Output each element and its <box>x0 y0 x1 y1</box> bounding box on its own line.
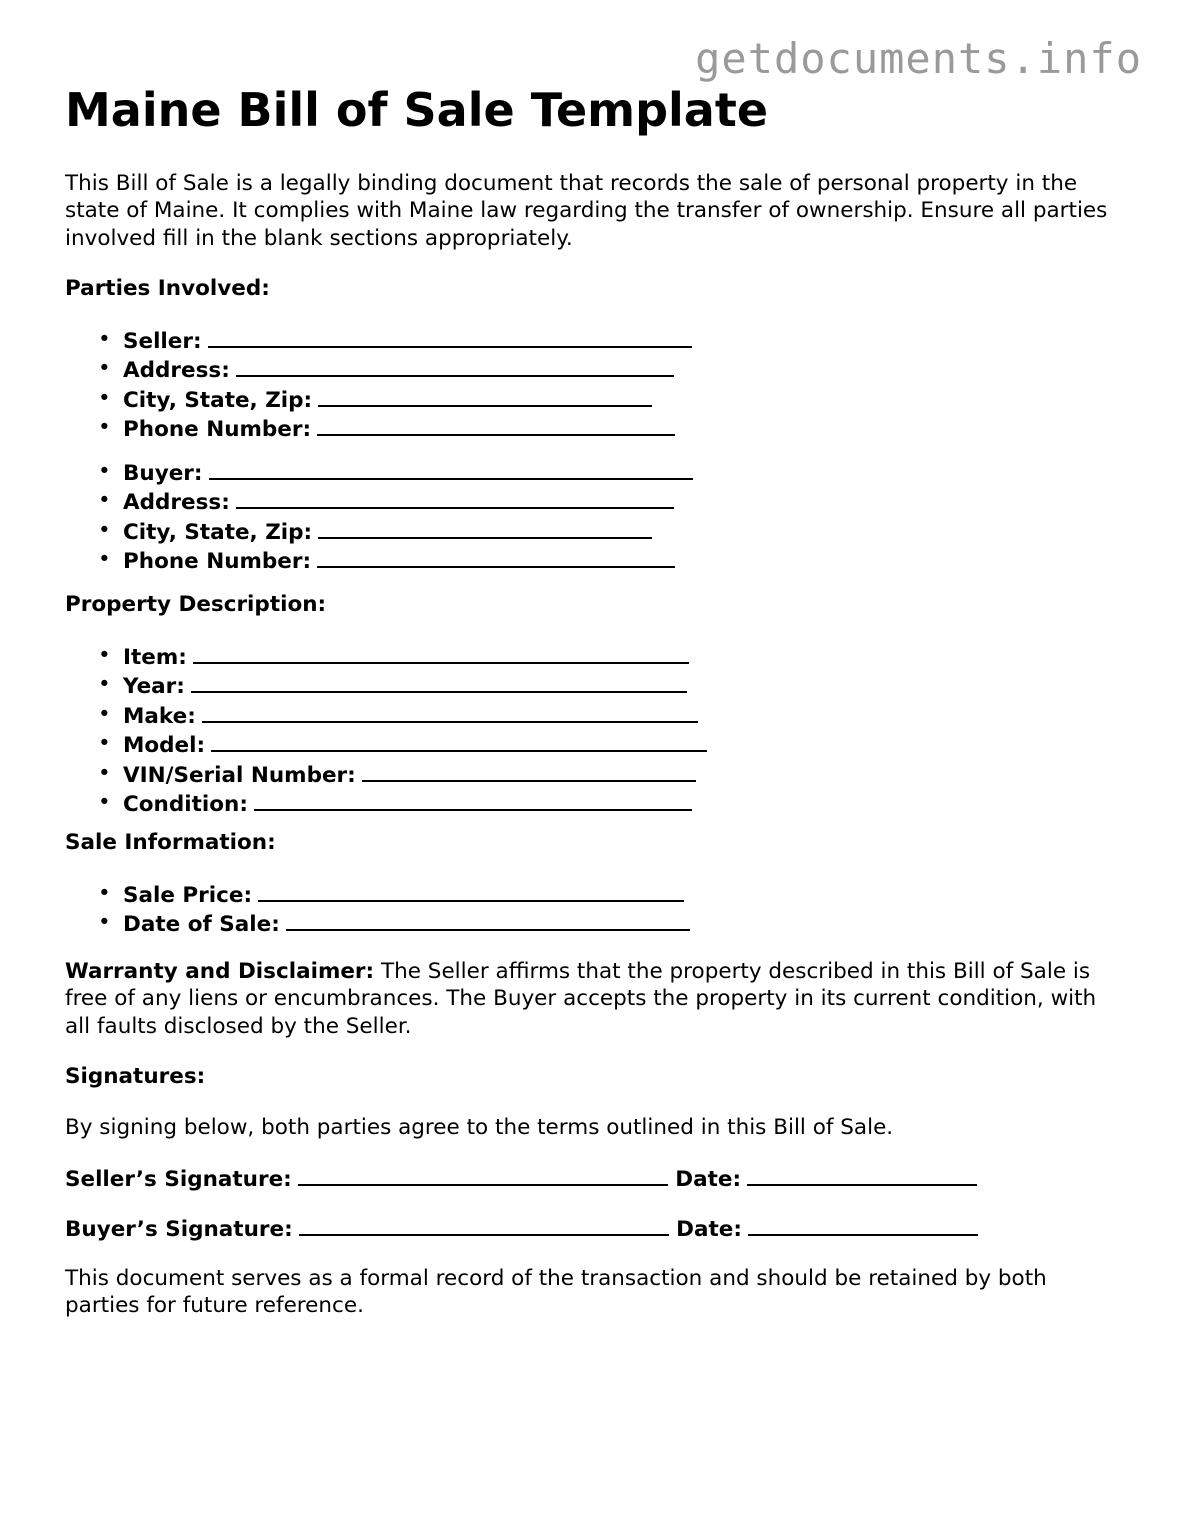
signatures-section <box>65 1063 1125 1090</box>
field-label: City, State, Zip: <box>123 387 313 413</box>
warranty-label: Warranty and Disclaimer: <box>65 959 375 984</box>
parties-section <box>65 275 1125 302</box>
vin-field: • VIN/Serial Number: <box>65 760 1125 789</box>
date-of-sale-blank[interactable] <box>286 909 690 931</box>
warranty-paragraph <box>65 958 1125 1040</box>
model-blank[interactable] <box>211 730 707 752</box>
agreement-section <box>65 1114 1125 1141</box>
field-label: Year: <box>123 674 185 700</box>
seller-date-blank[interactable] <box>747 1164 977 1186</box>
model-field: • Model: <box>65 730 1125 759</box>
field-label: Item: <box>123 645 187 670</box>
buyer-phone-field: • Phone Number: <box>65 546 1125 575</box>
buyer-fields <box>65 458 1125 576</box>
item-field: • Item: <box>65 642 1125 671</box>
year-blank[interactable] <box>191 671 687 693</box>
property-heading: Property Description: <box>65 592 327 617</box>
intro-paragraph: This Bill of Sale is a legally binding document that records the sale of personal property in the state of Maine. It complies with Maine law regarding the transfer of ownership. Ensure all parties involved fill in the blank sections appropriately. <box>65 171 1108 251</box>
buyer-phone-blank[interactable] <box>317 546 675 568</box>
buyer-field: • Buyer: <box>65 458 1125 487</box>
intro-section <box>65 170 1125 252</box>
field-label: Make: <box>123 703 196 729</box>
seller-address-field: • Address: <box>65 355 1125 384</box>
make-blank[interactable] <box>202 701 698 723</box>
agreement-text: By signing below, both parties agree to the terms outlined in this Bill of Sale. <box>65 1115 894 1140</box>
seller-date-label: Date: <box>675 1167 742 1192</box>
year-field: • Year: <box>65 671 1125 700</box>
field-label: Sale Price: <box>123 883 253 908</box>
buyer-city-blank[interactable] <box>318 517 652 539</box>
watermark: getdocuments.info <box>695 34 1142 83</box>
buyer-blank[interactable] <box>209 458 693 480</box>
seller-signature-label: Seller’s Signature: <box>65 1167 292 1192</box>
signatures-heading: Signatures: <box>65 1064 206 1089</box>
seller-address-blank[interactable] <box>236 355 674 377</box>
field-label: Condition: <box>123 792 248 818</box>
warranty-section <box>65 958 1125 1040</box>
property-section <box>65 591 1125 618</box>
buyer-signature-blank[interactable] <box>299 1214 669 1236</box>
field-label: Buyer: <box>123 461 203 486</box>
warranty-text: The Seller affirms that the property described in this Bill of Sale is free of any liens or encumbrances. The Buyer accepts the property in its current condition, with all faults disclosed by the Seller. <box>65 959 1097 1039</box>
item-blank[interactable] <box>193 642 689 664</box>
field-label: Seller: <box>123 329 202 354</box>
property-fields <box>65 642 1125 818</box>
date-of-sale-field: • Date of Sale: <box>65 909 1125 938</box>
seller-signature-row <box>65 1164 1125 1193</box>
closing-paragraph: This document serves as a formal record of the transaction and should be retained by both parties for future reference. <box>65 1266 1047 1319</box>
sale-section <box>65 829 1125 856</box>
sale-price-field: • Sale Price: <box>65 880 1125 909</box>
seller-blank[interactable] <box>208 326 692 348</box>
seller-fields <box>65 326 1125 444</box>
page-title: Maine Bill of Sale Template <box>65 83 769 137</box>
sale-fields <box>65 880 1125 939</box>
vin-blank[interactable] <box>362 760 696 782</box>
parties-heading: Parties Involved: <box>65 276 270 301</box>
field-label: City, State, Zip: <box>123 519 313 545</box>
buyer-signature-label: Buyer’s Signature: <box>65 1217 293 1242</box>
seller-phone-field: • Phone Number: <box>65 414 1125 443</box>
field-label: Address: <box>123 358 230 384</box>
condition-blank[interactable] <box>254 789 692 811</box>
field-label: Date of Sale: <box>123 912 280 938</box>
closing-section <box>65 1265 1125 1320</box>
field-label: Address: <box>123 490 230 516</box>
buyer-city-field: • City, State, Zip: <box>65 517 1125 546</box>
seller-city-blank[interactable] <box>318 385 652 407</box>
sale-price-blank[interactable] <box>258 880 684 902</box>
buyer-date-blank[interactable] <box>748 1214 978 1236</box>
condition-field: • Condition: <box>65 789 1125 818</box>
buyer-date-label: Date: <box>676 1217 742 1242</box>
field-label: Model: <box>123 733 206 759</box>
seller-phone-blank[interactable] <box>317 414 675 436</box>
field-label: Phone Number: <box>123 417 312 443</box>
seller-city-field: • City, State, Zip: <box>65 385 1125 414</box>
seller-field: • Seller: <box>65 326 1125 355</box>
buyer-address-blank[interactable] <box>236 487 674 509</box>
field-label: Phone Number: <box>123 549 312 575</box>
buyer-address-field: • Address: <box>65 487 1125 516</box>
seller-signature-blank[interactable] <box>298 1164 668 1186</box>
make-field: • Make: <box>65 701 1125 730</box>
buyer-signature-row <box>65 1214 1125 1243</box>
field-label: VIN/Serial Number: <box>123 762 356 788</box>
sale-heading: Sale Information: <box>65 830 276 855</box>
